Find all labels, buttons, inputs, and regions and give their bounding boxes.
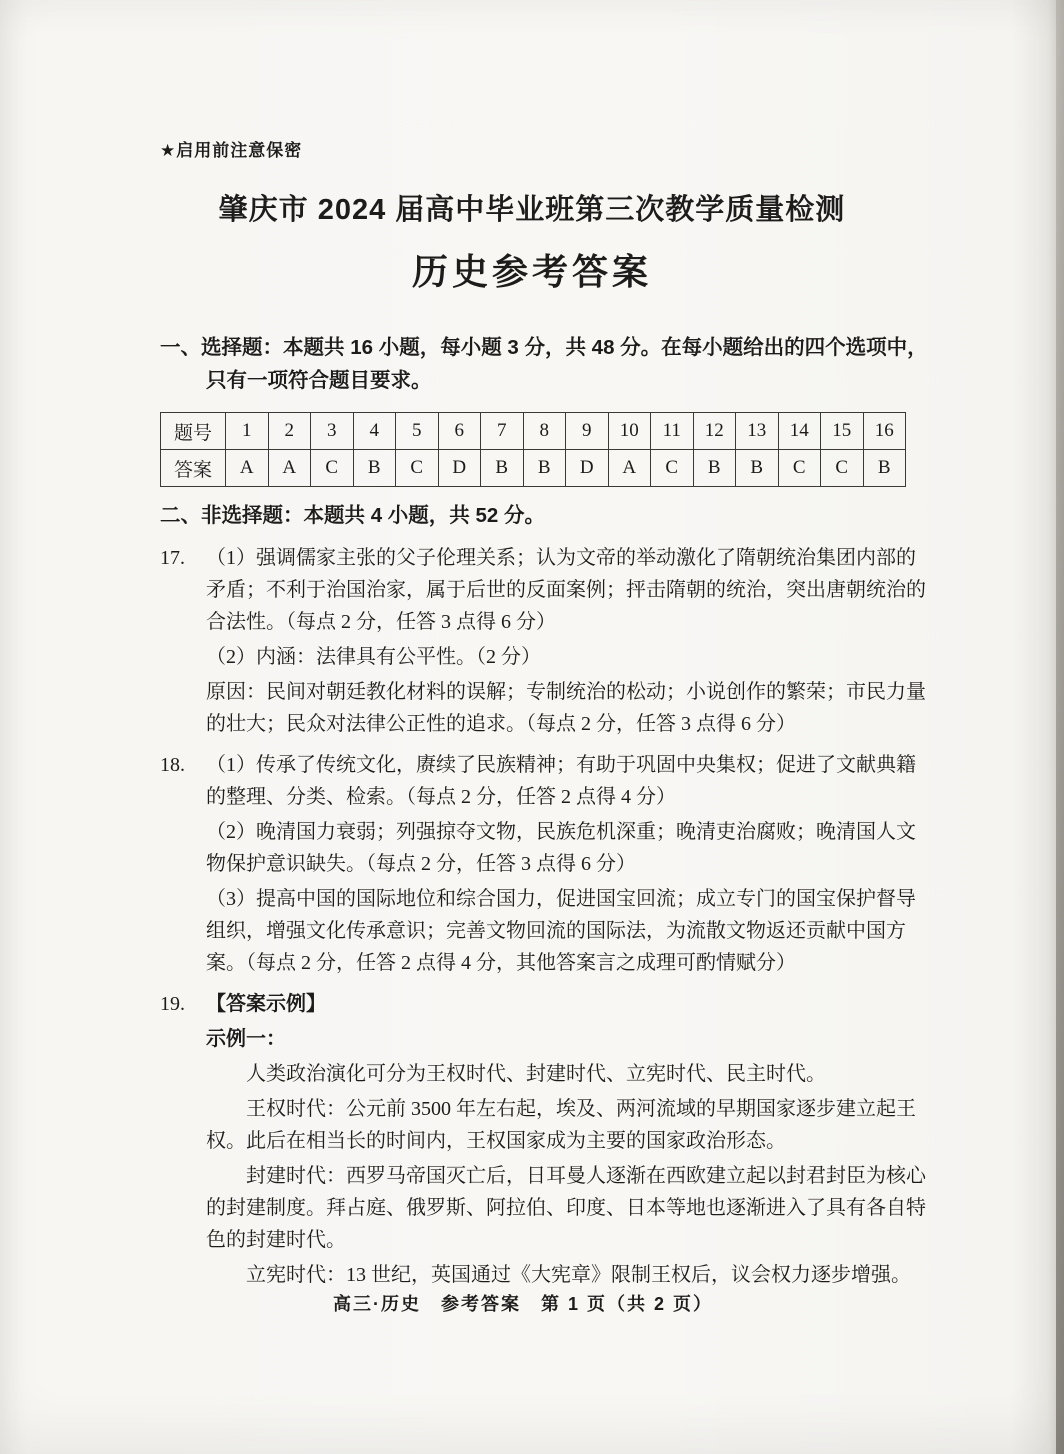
answer-paragraph: （2）晚清国力衰弱；列强掠夺文物，民族危机深重；晚清吏治腐败；晚清国人文物保护意识缺失。（每点 2 分，任答 3 点得 6 分）	[206, 820, 916, 875]
answer-cell: B	[693, 450, 736, 487]
questions-container	[160, 542, 930, 1291]
answer-table-number-row	[161, 413, 906, 450]
question-number: 18.	[160, 753, 185, 776]
answer-cell: B	[736, 450, 779, 487]
question-number-cell: 15	[821, 413, 864, 450]
question-item	[160, 542, 930, 740]
question-number-cell: 10	[608, 413, 651, 450]
answer-cell: A	[608, 450, 651, 487]
question-number-cell: 6	[438, 413, 481, 450]
question-number-cell: 11	[651, 413, 694, 450]
answer-paragraph: （3）提高中国的国际地位和综合国力，促进国宝回流；成立专门的国宝保护督导组织，增强文化传承意识；完善文物回流的国际法，为流散文物返还贡献中国方案。（每点 2 分，任答 2 点得 4 分，其他答案言之成理可酌情赋分）	[206, 887, 916, 974]
question-number: 17.	[160, 546, 185, 569]
answer-paragraph: 【答案示例】	[206, 992, 326, 1015]
answer-cell: A	[226, 450, 269, 487]
scan-edge-shadow	[1056, 0, 1064, 1454]
answer-key-title: 历史参考答案	[411, 251, 652, 292]
answer-cell: D	[438, 450, 481, 487]
question-item	[160, 749, 930, 979]
answer-paragraph: 示例一：	[206, 1027, 286, 1050]
answer-cell: B	[481, 450, 524, 487]
question-number-cell: 14	[778, 413, 821, 450]
answer-paragraph: （2）内涵：法律具有公平性。（2 分）	[206, 645, 541, 668]
table-row-label-answers: 答案	[161, 450, 226, 487]
answer-cell: D	[566, 450, 609, 487]
table-row-label-numbers: 题号	[161, 413, 226, 450]
answer-paragraph: 人类政治演化可分为王权时代、封建时代、立宪时代、民主时代。	[246, 1062, 826, 1085]
answer-cell: B	[863, 450, 906, 487]
answer-paragraph: （1）传承了传统文化，赓续了民族精神；有助于巩固中央集权；促进了文献典籍的整理、分类、检索。（每点 2 分，任答 2 点得 4 分）	[206, 753, 916, 808]
question-number-cell: 16	[863, 413, 906, 450]
exam-title: 肇庆市 2024 届高中毕业班第三次教学质量检测	[218, 194, 846, 226]
answer-paragraph: 封建时代：西罗马帝国灭亡后，日耳曼人逐渐在西欧建立起以封君封臣为核心的封建制度。拜占庭、俄罗斯、阿拉伯、印度、日本等地也逐渐进入了具有各自特色的封建时代。	[206, 1164, 926, 1251]
question-number: 19.	[160, 992, 185, 1015]
question-number-cell: 1	[226, 413, 269, 450]
answer-cell: B	[523, 450, 566, 487]
section2-heading: 二、非选择题：本题共 4 小题，共 52 分。	[160, 504, 545, 528]
question-number-cell: 5	[396, 413, 439, 450]
answer-cell: C	[821, 450, 864, 487]
section1-heading: 一、选择题：本题共 16 小题，每小题 3 分，共 48 分。在每小题给出的四个选项中，只有一项符合题目要求。	[160, 336, 928, 393]
question-number-cell: 3	[311, 413, 354, 450]
answer-cell: C	[396, 450, 439, 487]
answer-cell: C	[311, 450, 354, 487]
question-item	[160, 988, 930, 1291]
question-number-cell: 2	[268, 413, 311, 450]
answer-paragraph: 原因：民间对朝廷教化材料的误解；专制统治的松动；小说创作的繁荣；市民力量的壮大；民众对法律公正性的追求。（每点 2 分，任答 3 点得 6 分）	[206, 680, 926, 735]
page-footer: 高三·历史 参考答案 第 1 页（共 2 页）	[332, 1294, 714, 1314]
answer-paragraph: 王权时代：公元前 3500 年左右起，埃及、两河流域的早期国家逐步建立起王权。此后在相当长的时间内，王权国家成为主要的国家政治形态。	[206, 1097, 916, 1152]
security-notice: ★启用前注意保密	[160, 141, 303, 160]
question-number-cell: 9	[566, 413, 609, 450]
answer-paragraph: 立宪时代：13 世纪，英国通过《大宪章》限制王权后，议会权力逐步增强。	[246, 1263, 911, 1286]
question-number-cell: 8	[523, 413, 566, 450]
answer-table	[160, 412, 906, 487]
question-number-cell: 12	[693, 413, 736, 450]
question-number-cell: 4	[353, 413, 396, 450]
answer-cell: C	[651, 450, 694, 487]
answer-table-answer-row	[161, 450, 906, 487]
answer-cell: C	[778, 450, 821, 487]
answer-cell: A	[268, 450, 311, 487]
question-number-cell: 13	[736, 413, 779, 450]
answer-paragraph: （1）强调儒家主张的父子伦理关系；认为文帝的举动激化了隋朝统治集团内部的矛盾；不利于治国治家，属于后世的反面案例；抨击隋朝的统治，突出唐朝统治的合法性。（每点 2 分，任答 3 点得 6 分）	[206, 546, 926, 633]
answer-cell: B	[353, 450, 396, 487]
question-number-cell: 7	[481, 413, 524, 450]
